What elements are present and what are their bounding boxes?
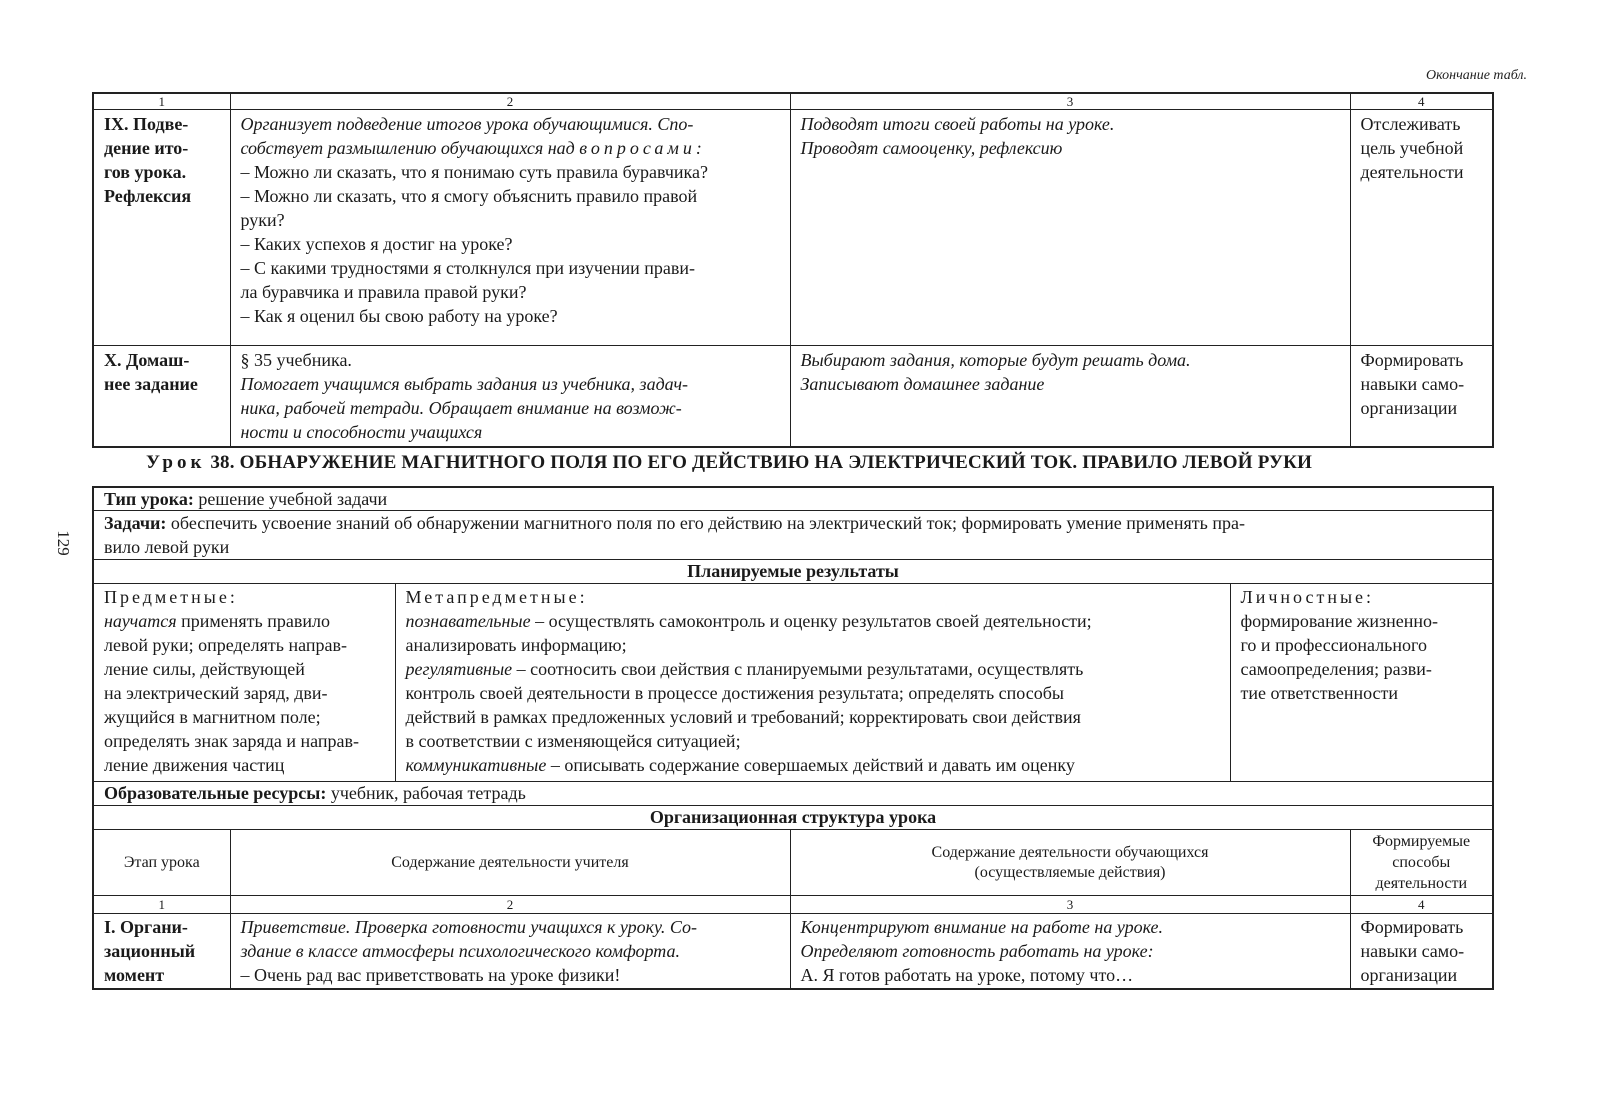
col-number: 3 [790,93,1350,110]
stage-cell [93,346,230,448]
subject-line: ление движения частиц [104,755,285,775]
cognitive-text: – осуществлять самоконтроль и оценку результатов своей деятельности; [530,611,1092,631]
tasks-label: Задачи: [104,513,167,533]
personal-heading: Личностные: [1240,587,1375,607]
communicative-text: – описывать содержание совершаемых действий и давать им оценку [546,755,1075,775]
stage-line: I. Органи- [104,917,188,937]
student-line: Проводят самооценку, рефлексию [800,138,1063,158]
teacher-line: – Каких успехов я достиг на уроке? [240,234,513,254]
personal-results-cell [1230,584,1493,782]
personal-line: го и профессионального [1240,635,1427,655]
teacher-line: ла буравчика и правила правой руки? [240,282,527,302]
resources-label: Образовательные ресурсы: [104,783,327,803]
student-line: Выбирают задания, которые будут решать дома. [800,350,1191,370]
student-activity-cell [790,346,1350,448]
teacher-activity-cell [230,110,790,346]
skills-line: Формировать [1360,917,1464,937]
stage-cell [93,914,230,990]
skills-line: навыки само- [1360,941,1465,961]
table-row [93,914,1493,990]
teacher-line: Помогает учащимся выбрать задания из учебника, задач- [240,374,689,394]
teacher-line: – Можно ли сказать, что я понимаю суть правила буравчика? [240,162,708,182]
col-number: 4 [1350,896,1493,914]
col-number: 3 [790,896,1350,914]
subject-line: ление силы, действующей [104,659,305,679]
teacher-line: – Как я оценил бы свою работу на уроке? [240,306,558,326]
table-row [93,110,1493,346]
stage-line: Рефлексия [104,186,192,206]
regulatory-text: действий в рамках предложенных условий и требований; корректировать свои действия [405,707,1081,727]
stage-line: нее задание [104,374,198,394]
skills-cell [1350,110,1493,346]
lesson-type-row [93,487,1493,511]
skills-cell [1350,346,1493,448]
skills-line: деятельности [1360,162,1464,182]
structure-header-row [93,830,1493,896]
col-number: 4 [1350,93,1493,110]
cognitive-text: анализировать информацию; [405,635,627,655]
lesson-title-text: 38. ОБНАРУЖЕНИЕ МАГНИТНОГО ПОЛЯ ПО ЕГО ДЕЙСТВИЮ НА ЭЛЕКТРИЧЕСКИЙ ТОК. ПРАВИЛО ЛЕВОЙ РУКИ [210,452,1313,473]
skills-line: Формировать [1360,350,1464,370]
student-line: Определяют готовность работать на уроке: [800,941,1154,961]
column-numbers-row [93,93,1493,110]
regulatory-label: регулятивные [405,659,513,679]
skills-line: навыки само- [1360,374,1465,394]
lesson-title-prefix: Урок [146,452,206,473]
personal-line: самоопределения; разви- [1240,659,1432,679]
header-skills-line: способы [1392,854,1451,871]
subject-line: определять знак заряда и направ- [104,731,360,751]
student-line: Концентрируют внимание на работе на уроке. [800,917,1164,937]
planned-results-heading: Планируемые результаты [93,560,1493,584]
lesson-plan-table [92,486,1494,990]
personal-line: тие ответственности [1240,683,1399,703]
table-row [93,346,1493,448]
header-students [790,830,1350,896]
skills-line: организации [1360,398,1458,418]
resources-row [93,782,1493,806]
student-activity-cell [790,914,1350,990]
communicative-label: коммуникативные [405,755,547,775]
tasks-text: обеспечить усвоение знаний об обнаружении магнитного поля по его действию на электрический ток; формировать умение применять пра- [170,513,1245,533]
teacher-line: ника, рабочей тетради. Обращает внимание на возмож- [240,398,682,418]
teacher-line: – С какими трудностями я столкнулся при изучении прави- [240,258,696,278]
stage-line: дение ито- [104,138,189,158]
subject-line: жущийся в магнитном поле; [104,707,321,727]
skills-line: организации [1360,965,1458,985]
stage-cell [93,110,230,346]
col-number: 2 [230,93,790,110]
previous-lesson-table [92,92,1494,448]
lesson-type-value: решение учебной задачи [198,489,388,509]
skills-cell [1350,914,1493,990]
teacher-line: § 35 учебника. [240,350,352,370]
teacher-activity-cell [230,914,790,990]
teacher-activity-cell [230,346,790,448]
header-skills-line: деятельности [1375,875,1468,892]
subject-line: левой руки; определять направ- [104,635,347,655]
subject-line: на электрический заряд, дви- [104,683,328,703]
header-students-line: Содержание деятельности обучающихся [931,843,1209,861]
subject-results-cell [93,584,395,782]
subject-heading: Предметные: [104,587,238,607]
stage-line: X. Домаш- [104,350,190,370]
results-row [93,584,1493,782]
col-number: 2 [230,896,790,914]
page-number: 129 [53,530,73,556]
teacher-line: ности и способности учащихся [240,422,483,442]
student-activity-cell [790,110,1350,346]
header-skills-line: Формируемые [1372,833,1471,850]
header-stage: Этап урока [93,830,230,896]
student-line: А. Я готов работать на уроке, потому что… [800,965,1134,985]
resources-value: учебник, рабочая тетрадь [330,783,526,803]
teacher-line: – Очень рад вас приветствовать на уроке физики! [240,965,621,985]
subject-line: применять правило [181,611,330,631]
stage-line: IX. Подве- [104,114,189,134]
meta-heading: Метапредметные: [405,587,588,607]
regulatory-text: – соотносить свои действия с планируемыми результатами, осуществлять [512,659,1084,679]
subject-lead: научатся [104,611,177,631]
regulatory-text: контроль своей деятельности в процессе достижения результата; определять способы [405,683,1064,703]
skills-line: цель учебной [1360,138,1464,158]
skills-line: Отслеживать [1360,114,1461,134]
lesson-type-label: Тип урока: [104,489,194,509]
lesson-title [146,452,1312,474]
meta-results-cell [395,584,1230,782]
continuation-label: Окончание табл. [1426,68,1527,83]
col-number: 1 [93,93,230,110]
stage-line: момент [104,965,165,985]
structure-title-row [93,806,1493,830]
stage-line: зационный [104,941,196,961]
stage-line: гов урока. [104,162,187,182]
tasks-row [93,511,1493,560]
cognitive-label: познавательные [405,611,531,631]
questions-word: вопросами: [579,138,706,158]
teacher-line: Приветствие. Проверка готовности учащихся к уроку. Со- [240,917,698,937]
tasks-text: вило левой руки [104,537,230,557]
personal-line: формирование жизненно- [1240,611,1438,631]
student-line: Подводят итоги своей работы на уроке. [800,114,1115,134]
teacher-line: здание в классе атмосферы психологического комфорта. [240,941,681,961]
header-skills [1350,830,1493,896]
teacher-line: собствует размышлению обучающихся над [240,138,575,158]
teacher-line: Организует подведение итогов урока обучающимися. Спо- [240,114,694,134]
student-line: Записывают домашнее задание [800,374,1045,394]
teacher-line: – Можно ли сказать, что я смогу объяснить правило правой [240,186,698,206]
teacher-line: руки? [240,210,285,230]
structure-title: Организационная структура урока [93,806,1493,830]
col-number: 1 [93,896,230,914]
regulatory-text: в соответствии с изменяющейся ситуацией; [405,731,741,751]
planned-results-row [93,560,1493,584]
header-teacher: Содержание деятельности учителя [230,830,790,896]
header-students-line: (осуществляемые действия) [974,863,1166,881]
column-numbers-row [93,896,1493,914]
